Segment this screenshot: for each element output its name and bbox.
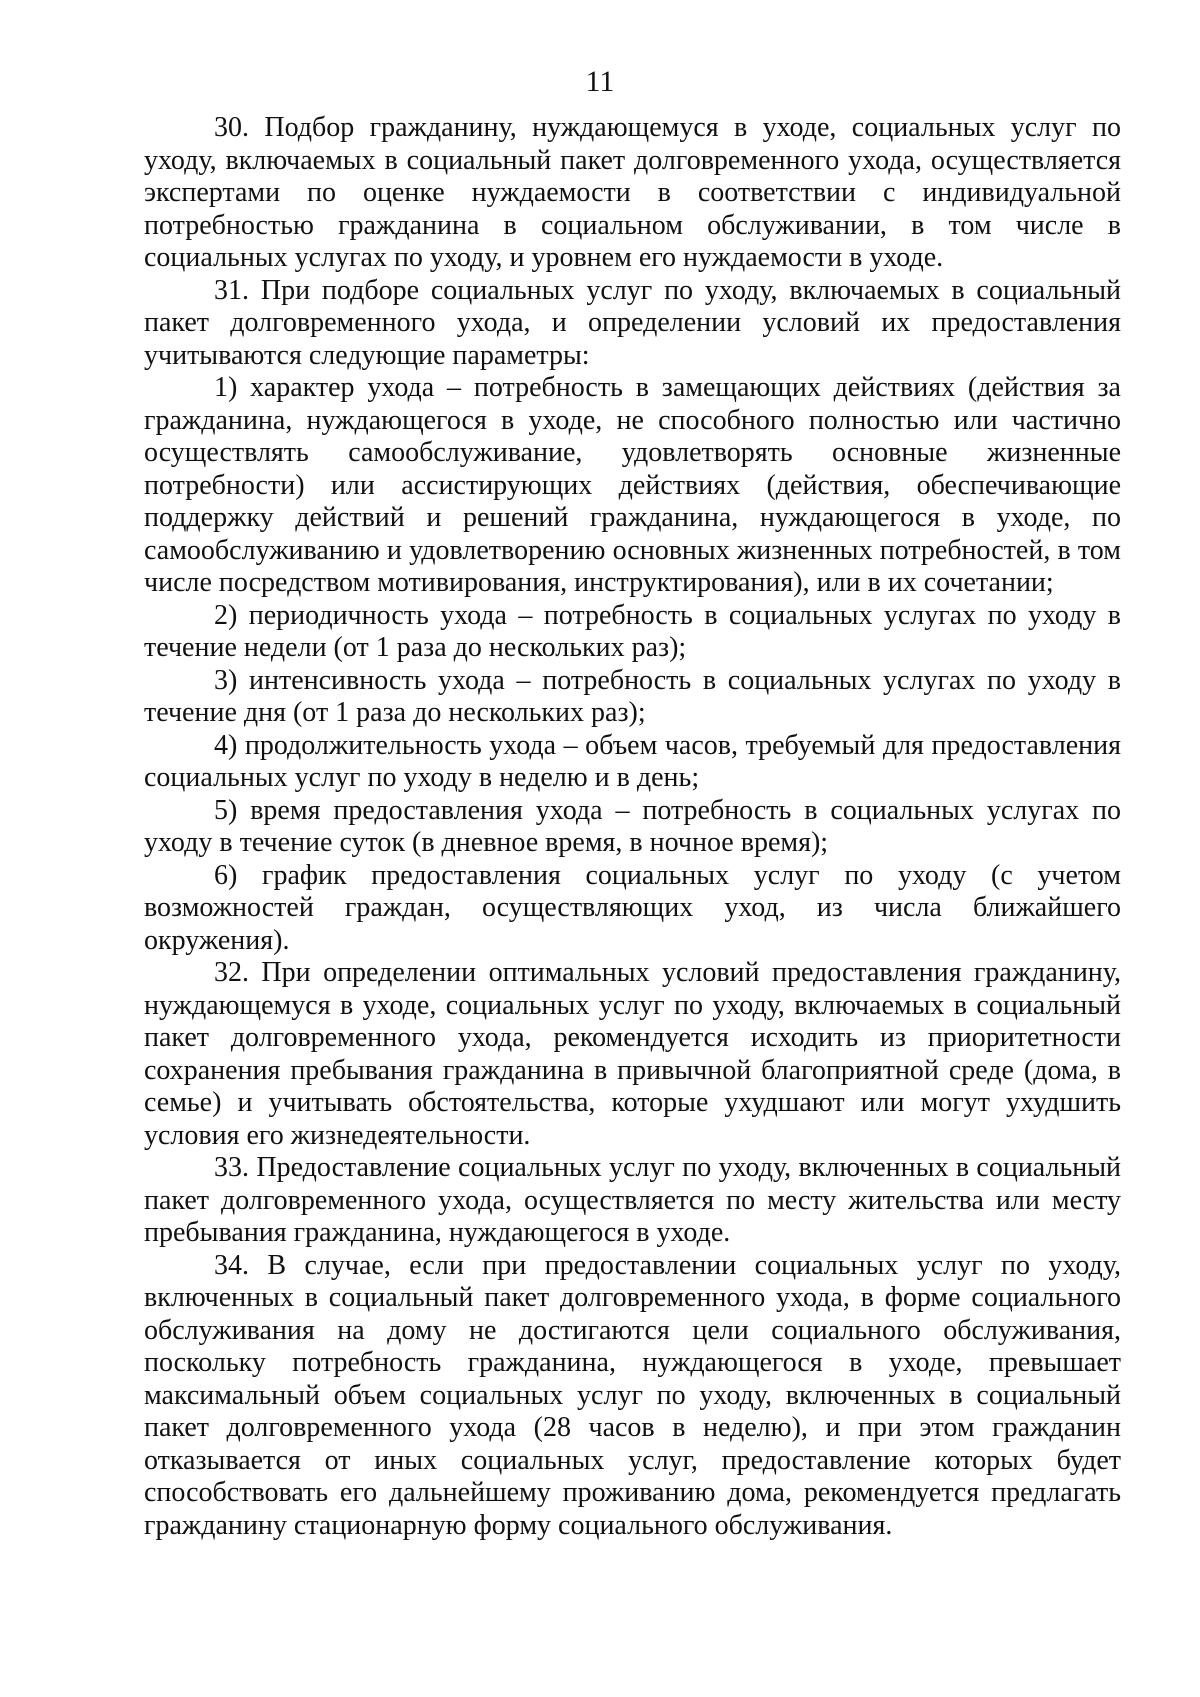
list-item-3: 3) интенсивность ухода – потребность в социальных услугах по уходу в течение дня (от 1 раза до нескольких раз); [144,664,1121,728]
list-item-4: 4) продолжительность ухода – объем часов, требуемый для предоставления социальных услуг по уходу в неделю и в день; [144,729,1121,793]
page-number: 11 [585,65,615,98]
paragraph-31: 31. При подборе социальных услуг по уходу, включаемых в социальный пакет долговременного ухода, и определении условий их предоставления учитываются следующие параметры: [144,274,1121,371]
paragraph-34: 34. В случае, если при предоставлении социальных услуг по уходу, включенных в социальный пакет долговременного ухода, в форме социального обслуживания на дому не достигаются цели социального обслуживания, поскольку потребность гражданина, нуждающегося в уходе, превышает максимальный объем социальных услуг по уходу, включенных в социальный пакет долговременного ухода (28 часов в неделю), и при этом гражданин отказывается от иных социальных услуг, предоставление которых будет способствовать его дальнейшему проживанию дома, рекомендуется предлагать гражданину стационарную форму социального обслуживания. [144,1249,1121,1541]
list-item-5: 5) время предоставления ухода – потребность в социальных услугах по уходу в течение суток (в дневное время, в ночное время); [144,794,1121,858]
paragraph-32: 32. При определении оптимальных условий предоставления гражданину, нуждающемуся в уходе, социальных услуг по уходу, включаемых в социальный пакет долговременного ухода, рекомендуется исходить из приоритетности сохранения пребывания гражданина в привычной благоприятной среде (дома, в семье) и учитывать обстоятельства, которые ухудшают или могут ухудшить условия его жизнедеятельности. [144,957,1121,1151]
document-body [144,112,1121,1542]
paragraph-30: 30. Подбор гражданину, нуждающемуся в уходе, социальных услуг по уходу, включаемых в социальный пакет долговременного ухода, осуществляется экспертами по оценке нуждаемости в соответствии с индивидуальной потребностью гражданина в социальном обслуживании, в том числе в социальных услугах по уходу, и уровнем его нуждаемости в уходе. [144,112,1121,273]
list-item-2: 2) периодичность ухода – потребность в социальных услугах по уходу в течение недели (от 1 раза до нескольких раз); [144,599,1121,663]
list-item-6: 6) график предоставления социальных услуг по уходу (с учетом возможностей граждан, осуществляющих уход, из числа ближайшего окружения). [144,859,1121,956]
list-item-1: 1) характер ухода – потребность в замещающих действиях (действия за гражданина, нуждающегося в уходе, не способного полностью или частично осуществлять самообслуживание, удовлетворять основные жизненные потребности) или ассистирующих действиях (действия, обеспечивающие поддержку действий и решений гражданина, нуждающегося в уходе, по самообслуживанию и удовлетворению основных жизненных потребностей, в том числе посредством мотивирования, инструктирования), или в их сочетании; [144,372,1121,598]
paragraph-33: 33. Предоставление социальных услуг по уходу, включенных в социальный пакет долговременного ухода, осуществляется по месту жительства или месту пребывания гражданина, нуждающегося в уходе. [144,1152,1121,1248]
